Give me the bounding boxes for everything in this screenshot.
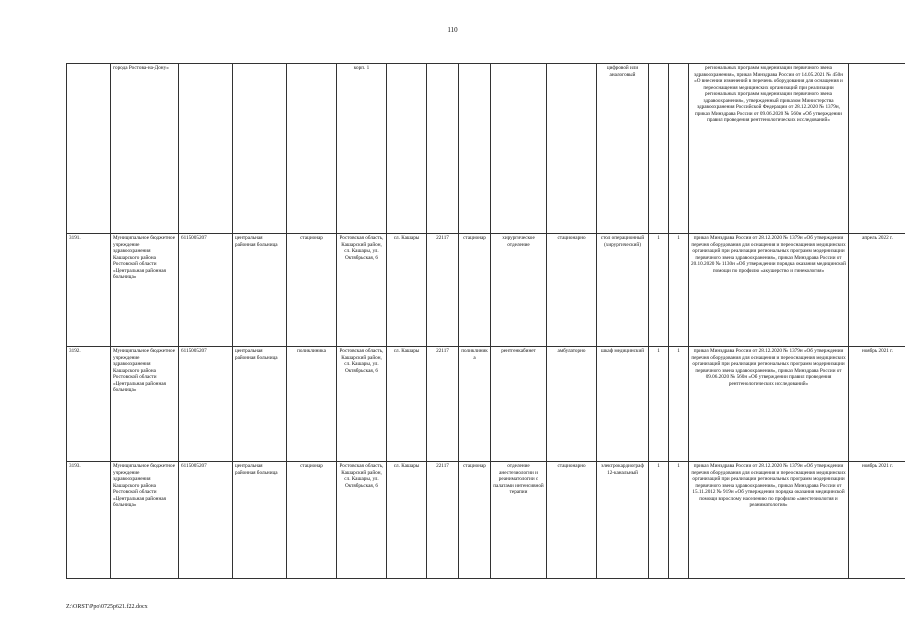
page-number: 110 [447, 26, 458, 34]
care-condition: амбулаторно [547, 347, 597, 462]
organization-name: города Ростова-на-Дону» [111, 64, 179, 234]
row-number: 3192. [67, 347, 111, 462]
care-type: стационар [459, 462, 491, 579]
address: корп. 1 [337, 64, 387, 234]
row-number: 3193. [67, 462, 111, 579]
hospital-type: центральная районная больница [233, 234, 287, 347]
delivery-date: ноябрь 2021 г. [849, 347, 905, 462]
settlement [387, 64, 427, 234]
organization-name: Муниципальное бюджетное учреждение здравоохранения Кашарского района Ростовской области «Центральная районная больница» [111, 462, 179, 579]
delivery-date: апрель 2022 г. [849, 234, 905, 347]
settlement: сл. Кашары [387, 234, 427, 347]
facility-type: стационар [287, 462, 337, 579]
legal-basis: приказ Минздрава России от 28.12.2020 № 1379н «Об утверждении перечня оборудования для оснащения и переоснащения медицинских организаций при реализации региональных программ модернизации первичного звена здравоохранения», приказ Минздрава России от 20.10.2020 № 1130н «Об утверждении порядка оказания медицинской помощи по профилю «акушерство и гинекология» [689, 234, 849, 347]
equipment-name: электрокардиограф 12-канальный [597, 462, 649, 579]
facility-type: стационар [287, 234, 337, 347]
address: Ростовская область, Кашарский район, сл. Кашары, ул. Октябрьская, 6 [337, 234, 387, 347]
facility-type [287, 64, 337, 234]
document-path: Z:\ORST\Ppo\0725p621.f22.docx [66, 604, 148, 610]
legal-basis: приказ Минздрава России от 28.12.2020 № 1379н «Об утверждении перечня оборудования для оснащения и переоснащения медицинских организаций при реализации региональных программ модернизации первичного звена здравоохранения», приказ Минздрава России от 15.11.2012 № 919н «Об утверждении порядка оказания медицинской помощи взрослому населению по профилю «анестезиология и реаниматология» [689, 462, 849, 579]
oktmo-code: 22117 [427, 347, 459, 462]
table-row [67, 64, 905, 234]
quantity-total: 1 [669, 462, 689, 579]
care-type: поликлиника [459, 347, 491, 462]
address: Ростовская область, Кашарский район, сл. Кашары, ул. Октябрьская, 6 [337, 462, 387, 579]
table-row [67, 462, 905, 579]
delivery-date: ноябрь 2021 г. [849, 462, 905, 579]
care-condition: стационарно [547, 462, 597, 579]
address: Ростовская область, Кашарский район, сл. Кашары, ул. Октябрьская, 6 [337, 347, 387, 462]
legal-basis: региональных программ модернизации первичного звена здравоохранения», приказ Минздрава России от 14.05.2021 № 450н «О внесении изменений в перечень оборудования для оснащения и переоснащения медицинских организаций при реализации региональных программ модернизации первичного звена здравоохранения», утвержденный приказом Министерства здравоохранения Российской Федерации от 28.12.2020 № 1379н, приказ Минздрава России от 09.06.2020 № 560н «Об утверждении правил проведения рентгенологических исследований» [689, 64, 849, 234]
equipment-name: цифровой или аналоговый [597, 64, 649, 234]
inn-code: 6115005207 [179, 462, 233, 579]
table-row [67, 234, 905, 347]
equipment-name: стол операционный (хирургический) [597, 234, 649, 347]
care-type [459, 64, 491, 234]
quantity-planned: 1 [649, 234, 669, 347]
quantity-planned: 1 [649, 462, 669, 579]
quantity-planned: 1 [649, 347, 669, 462]
quantity-total: 1 [669, 234, 689, 347]
department: хирургическое отделение [491, 234, 547, 347]
facility-type: поликлиника [287, 347, 337, 462]
care-condition [547, 64, 597, 234]
inn-code: 6115005207 [179, 234, 233, 347]
legal-basis: приказ Минздрава России от 28.12.2020 № 1379н «Об утверждении перечня оборудования для оснащения и переоснащения медицинских организаций при реализации региональных программ модернизации первичного звена здравоохранения», приказ Минздрава России от 09.06.2020 № 560н «Об утверждении правил проведения рентгенологических исследований» [689, 347, 849, 462]
equipment-name: шкаф медицинский [597, 347, 649, 462]
row-number [67, 64, 111, 234]
oktmo-code: 22117 [427, 234, 459, 347]
care-type: стационар [459, 234, 491, 347]
equipment-table [66, 63, 905, 579]
care-condition: стационарно [547, 234, 597, 347]
quantity-planned [649, 64, 669, 234]
organization-name: Муниципальное бюджетное учреждение здравоохранения Кашарского района Ростовской области «Центральная районная больница» [111, 234, 179, 347]
inn-code [179, 64, 233, 234]
hospital-type: центральная районная больница [233, 462, 287, 579]
row-number: 3191. [67, 234, 111, 347]
oktmo-code: 22117 [427, 462, 459, 579]
organization-name: Муниципальное бюджетное учреждение здравоохранения Кашарского района Ростовской области «Центральная районная больница» [111, 347, 179, 462]
quantity-total [669, 64, 689, 234]
oktmo-code [427, 64, 459, 234]
hospital-type: центральная районная больница [233, 347, 287, 462]
hospital-type [233, 64, 287, 234]
department: отделение анестезиологии и реаниматологии с палатами интенсивной терапии [491, 462, 547, 579]
inn-code: 6115005207 [179, 347, 233, 462]
department: рентгенкабинет [491, 347, 547, 462]
department [491, 64, 547, 234]
quantity-total: 1 [669, 347, 689, 462]
settlement: сл. Кашары [387, 462, 427, 579]
settlement: сл. Кашары [387, 347, 427, 462]
table-row [67, 347, 905, 462]
delivery-date [849, 64, 905, 234]
